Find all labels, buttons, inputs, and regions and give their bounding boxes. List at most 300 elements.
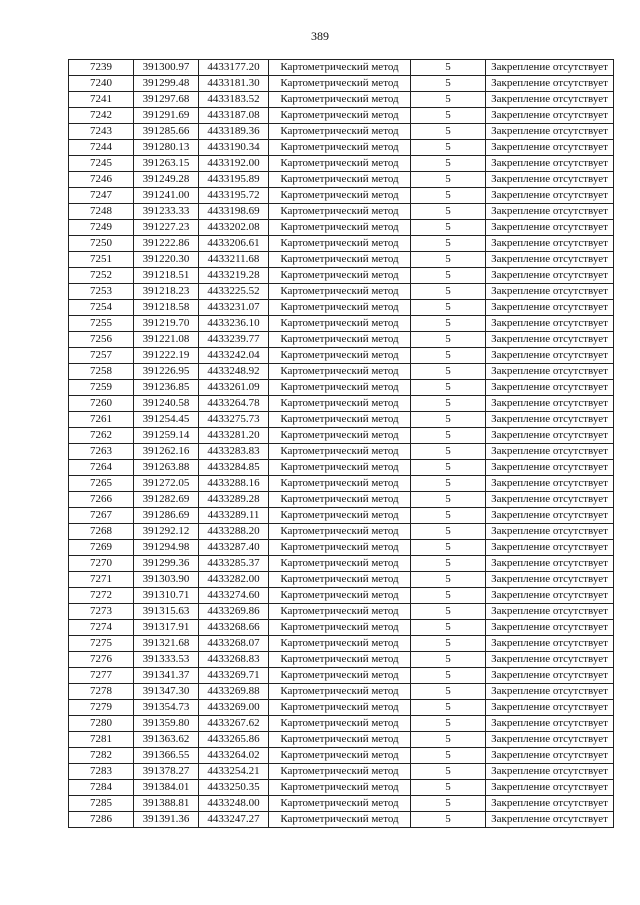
method-cell: Картометрический метод (269, 172, 411, 188)
point-number-cell: 7246 (69, 172, 134, 188)
table-row (69, 684, 614, 700)
table-row (69, 492, 614, 508)
table-row (69, 284, 614, 300)
y-coordinate-cell: 4433268.07 (199, 636, 269, 652)
x-coordinate-cell: 391292.12 (134, 524, 199, 540)
table-row (69, 300, 614, 316)
fixing-cell: Закрепление отсутствует (486, 156, 614, 172)
x-coordinate-cell: 391249.28 (134, 172, 199, 188)
table-row (69, 732, 614, 748)
accuracy-cell: 5 (411, 76, 486, 92)
y-coordinate-cell: 4433247.27 (199, 812, 269, 828)
table-row (69, 124, 614, 140)
y-coordinate-cell: 4433261.09 (199, 380, 269, 396)
fixing-cell: Закрепление отсутствует (486, 236, 614, 252)
table-row (69, 700, 614, 716)
table-row (69, 204, 614, 220)
accuracy-cell: 5 (411, 556, 486, 572)
y-coordinate-cell: 4433288.16 (199, 476, 269, 492)
y-coordinate-cell: 4433269.88 (199, 684, 269, 700)
point-number-cell: 7257 (69, 348, 134, 364)
y-coordinate-cell: 4433219.28 (199, 268, 269, 284)
x-coordinate-cell: 391354.73 (134, 700, 199, 716)
fixing-cell: Закрепление отсутствует (486, 444, 614, 460)
point-number-cell: 7263 (69, 444, 134, 460)
fixing-cell: Закрепление отсутствует (486, 204, 614, 220)
method-cell: Картометрический метод (269, 412, 411, 428)
method-cell: Картометрический метод (269, 764, 411, 780)
y-coordinate-cell: 4433192.00 (199, 156, 269, 172)
fixing-cell: Закрепление отсутствует (486, 604, 614, 620)
x-coordinate-cell: 391300.97 (134, 60, 199, 76)
method-cell: Картометрический метод (269, 684, 411, 700)
x-coordinate-cell: 391341.37 (134, 668, 199, 684)
x-coordinate-cell: 391220.30 (134, 252, 199, 268)
x-coordinate-cell: 391218.23 (134, 284, 199, 300)
fixing-cell: Закрепление отсутствует (486, 812, 614, 828)
point-number-cell: 7245 (69, 156, 134, 172)
accuracy-cell: 5 (411, 108, 486, 124)
accuracy-cell: 5 (411, 220, 486, 236)
accuracy-cell: 5 (411, 140, 486, 156)
x-coordinate-cell: 391286.69 (134, 508, 199, 524)
method-cell: Картометрический метод (269, 572, 411, 588)
point-number-cell: 7261 (69, 412, 134, 428)
x-coordinate-cell: 391363.62 (134, 732, 199, 748)
y-coordinate-cell: 4433264.02 (199, 748, 269, 764)
x-coordinate-cell: 391219.70 (134, 316, 199, 332)
point-number-cell: 7286 (69, 812, 134, 828)
method-cell: Картометрический метод (269, 428, 411, 444)
accuracy-cell: 5 (411, 636, 486, 652)
table-row (69, 364, 614, 380)
point-number-cell: 7281 (69, 732, 134, 748)
table-row (69, 252, 614, 268)
accuracy-cell: 5 (411, 156, 486, 172)
fixing-cell: Закрепление отсутствует (486, 796, 614, 812)
method-cell: Картометрический метод (269, 812, 411, 828)
table-row (69, 716, 614, 732)
point-number-cell: 7268 (69, 524, 134, 540)
point-number-cell: 7270 (69, 556, 134, 572)
x-coordinate-cell: 391297.68 (134, 92, 199, 108)
fixing-cell: Закрепление отсутствует (486, 780, 614, 796)
table-body (69, 60, 614, 828)
fixing-cell: Закрепление отсутствует (486, 412, 614, 428)
y-coordinate-cell: 4433248.92 (199, 364, 269, 380)
accuracy-cell: 5 (411, 780, 486, 796)
y-coordinate-cell: 4433289.11 (199, 508, 269, 524)
accuracy-cell: 5 (411, 204, 486, 220)
point-number-cell: 7248 (69, 204, 134, 220)
x-coordinate-cell: 391254.45 (134, 412, 199, 428)
y-coordinate-cell: 4433211.68 (199, 252, 269, 268)
point-number-cell: 7273 (69, 604, 134, 620)
method-cell: Картометрический метод (269, 92, 411, 108)
point-number-cell: 7271 (69, 572, 134, 588)
x-coordinate-cell: 391240.58 (134, 396, 199, 412)
x-coordinate-cell: 391222.19 (134, 348, 199, 364)
method-cell: Картометрический метод (269, 188, 411, 204)
accuracy-cell: 5 (411, 652, 486, 668)
point-number-cell: 7241 (69, 92, 134, 108)
accuracy-cell: 5 (411, 348, 486, 364)
coordinates-table (68, 59, 614, 828)
accuracy-cell: 5 (411, 268, 486, 284)
accuracy-cell: 5 (411, 700, 486, 716)
x-coordinate-cell: 391303.90 (134, 572, 199, 588)
fixing-cell: Закрепление отсутствует (486, 76, 614, 92)
fixing-cell: Закрепление отсутствует (486, 476, 614, 492)
x-coordinate-cell: 391222.86 (134, 236, 199, 252)
fixing-cell: Закрепление отсутствует (486, 188, 614, 204)
fixing-cell: Закрепление отсутствует (486, 380, 614, 396)
accuracy-cell: 5 (411, 188, 486, 204)
table-row (69, 332, 614, 348)
fixing-cell: Закрепление отсутствует (486, 252, 614, 268)
fixing-cell: Закрепление отсутствует (486, 140, 614, 156)
table-row (69, 220, 614, 236)
point-number-cell: 7264 (69, 460, 134, 476)
method-cell: Картометрический метод (269, 604, 411, 620)
fixing-cell: Закрепление отсутствует (486, 684, 614, 700)
y-coordinate-cell: 4433198.69 (199, 204, 269, 220)
fixing-cell: Закрепление отсутствует (486, 300, 614, 316)
fixing-cell: Закрепление отсутствует (486, 460, 614, 476)
x-coordinate-cell: 391262.16 (134, 444, 199, 460)
accuracy-cell: 5 (411, 732, 486, 748)
point-number-cell: 7282 (69, 748, 134, 764)
y-coordinate-cell: 4433242.04 (199, 348, 269, 364)
method-cell: Картометрический метод (269, 204, 411, 220)
method-cell: Картометрический метод (269, 444, 411, 460)
point-number-cell: 7278 (69, 684, 134, 700)
point-number-cell: 7253 (69, 284, 134, 300)
method-cell: Картометрический метод (269, 508, 411, 524)
fixing-cell: Закрепление отсутствует (486, 316, 614, 332)
y-coordinate-cell: 4433187.08 (199, 108, 269, 124)
accuracy-cell: 5 (411, 364, 486, 380)
table-row (69, 380, 614, 396)
y-coordinate-cell: 4433267.62 (199, 716, 269, 732)
accuracy-cell: 5 (411, 60, 486, 76)
y-coordinate-cell: 4433268.66 (199, 620, 269, 636)
x-coordinate-cell: 391259.14 (134, 428, 199, 444)
table-row (69, 668, 614, 684)
table-row (69, 268, 614, 284)
method-cell: Картометрический метод (269, 348, 411, 364)
x-coordinate-cell: 391263.88 (134, 460, 199, 476)
x-coordinate-cell: 391280.13 (134, 140, 199, 156)
accuracy-cell: 5 (411, 796, 486, 812)
x-coordinate-cell: 391263.15 (134, 156, 199, 172)
x-coordinate-cell: 391236.85 (134, 380, 199, 396)
method-cell: Картометрический метод (269, 268, 411, 284)
accuracy-cell: 5 (411, 332, 486, 348)
table-row (69, 524, 614, 540)
point-number-cell: 7242 (69, 108, 134, 124)
fixing-cell: Закрепление отсутствует (486, 348, 614, 364)
table-row (69, 92, 614, 108)
y-coordinate-cell: 4433177.20 (199, 60, 269, 76)
x-coordinate-cell: 391388.81 (134, 796, 199, 812)
y-coordinate-cell: 4433225.52 (199, 284, 269, 300)
accuracy-cell: 5 (411, 412, 486, 428)
point-number-cell: 7280 (69, 716, 134, 732)
y-coordinate-cell: 4433275.73 (199, 412, 269, 428)
accuracy-cell: 5 (411, 508, 486, 524)
point-number-cell: 7256 (69, 332, 134, 348)
accuracy-cell: 5 (411, 572, 486, 588)
x-coordinate-cell: 391347.30 (134, 684, 199, 700)
fixing-cell: Закрепление отсутствует (486, 108, 614, 124)
x-coordinate-cell: 391299.36 (134, 556, 199, 572)
table-row (69, 412, 614, 428)
fixing-cell: Закрепление отсутствует (486, 764, 614, 780)
x-coordinate-cell: 391226.95 (134, 364, 199, 380)
method-cell: Картометрический метод (269, 524, 411, 540)
y-coordinate-cell: 4433281.20 (199, 428, 269, 444)
fixing-cell: Закрепление отсутствует (486, 636, 614, 652)
point-number-cell: 7249 (69, 220, 134, 236)
x-coordinate-cell: 391391.36 (134, 812, 199, 828)
method-cell: Картометрический метод (269, 588, 411, 604)
y-coordinate-cell: 4433206.61 (199, 236, 269, 252)
fixing-cell: Закрепление отсутствует (486, 716, 614, 732)
table-row (69, 812, 614, 828)
method-cell: Картометрический метод (269, 76, 411, 92)
point-number-cell: 7255 (69, 316, 134, 332)
x-coordinate-cell: 391227.23 (134, 220, 199, 236)
point-number-cell: 7277 (69, 668, 134, 684)
accuracy-cell: 5 (411, 396, 486, 412)
table-row (69, 796, 614, 812)
y-coordinate-cell: 4433181.30 (199, 76, 269, 92)
accuracy-cell: 5 (411, 492, 486, 508)
method-cell: Картометрический метод (269, 220, 411, 236)
method-cell: Картометрический метод (269, 364, 411, 380)
point-number-cell: 7276 (69, 652, 134, 668)
page-number: 389 (311, 29, 329, 43)
y-coordinate-cell: 4433189.36 (199, 124, 269, 140)
table-row (69, 140, 614, 156)
method-cell: Картометрический метод (269, 556, 411, 572)
method-cell: Картометрический метод (269, 620, 411, 636)
fixing-cell: Закрепление отсутствует (486, 572, 614, 588)
point-number-cell: 7274 (69, 620, 134, 636)
accuracy-cell: 5 (411, 668, 486, 684)
accuracy-cell: 5 (411, 588, 486, 604)
y-coordinate-cell: 4433264.78 (199, 396, 269, 412)
accuracy-cell: 5 (411, 476, 486, 492)
fixing-cell: Закрепление отсутствует (486, 588, 614, 604)
fixing-cell: Закрепление отсутствует (486, 124, 614, 140)
method-cell: Картометрический метод (269, 700, 411, 716)
y-coordinate-cell: 4433250.35 (199, 780, 269, 796)
table-row (69, 652, 614, 668)
point-number-cell: 7247 (69, 188, 134, 204)
fixing-cell: Закрепление отсутствует (486, 60, 614, 76)
accuracy-cell: 5 (411, 604, 486, 620)
x-coordinate-cell: 391233.33 (134, 204, 199, 220)
point-number-cell: 7267 (69, 508, 134, 524)
x-coordinate-cell: 391359.80 (134, 716, 199, 732)
point-number-cell: 7258 (69, 364, 134, 380)
fixing-cell: Закрепление отсутствует (486, 556, 614, 572)
y-coordinate-cell: 4433288.20 (199, 524, 269, 540)
accuracy-cell: 5 (411, 380, 486, 396)
accuracy-cell: 5 (411, 540, 486, 556)
point-number-cell: 7259 (69, 380, 134, 396)
x-coordinate-cell: 391315.63 (134, 604, 199, 620)
accuracy-cell: 5 (411, 460, 486, 476)
table-row (69, 316, 614, 332)
method-cell: Картометрический метод (269, 492, 411, 508)
point-number-cell: 7251 (69, 252, 134, 268)
accuracy-cell: 5 (411, 748, 486, 764)
accuracy-cell: 5 (411, 252, 486, 268)
y-coordinate-cell: 4433254.21 (199, 764, 269, 780)
table-row (69, 396, 614, 412)
method-cell: Картометрический метод (269, 716, 411, 732)
point-number-cell: 7244 (69, 140, 134, 156)
y-coordinate-cell: 4433265.86 (199, 732, 269, 748)
method-cell: Картометрический метод (269, 780, 411, 796)
table-row (69, 540, 614, 556)
method-cell: Картометрический метод (269, 796, 411, 812)
accuracy-cell: 5 (411, 124, 486, 140)
point-number-cell: 7284 (69, 780, 134, 796)
fixing-cell: Закрепление отсутствует (486, 508, 614, 524)
point-number-cell: 7243 (69, 124, 134, 140)
point-number-cell: 7254 (69, 300, 134, 316)
accuracy-cell: 5 (411, 812, 486, 828)
y-coordinate-cell: 4433283.83 (199, 444, 269, 460)
x-coordinate-cell: 391299.48 (134, 76, 199, 92)
x-coordinate-cell: 391321.68 (134, 636, 199, 652)
method-cell: Картометрический метод (269, 652, 411, 668)
x-coordinate-cell: 391378.27 (134, 764, 199, 780)
point-number-cell: 7269 (69, 540, 134, 556)
y-coordinate-cell: 4433236.10 (199, 316, 269, 332)
accuracy-cell: 5 (411, 92, 486, 108)
method-cell: Картометрический метод (269, 300, 411, 316)
fixing-cell: Закрепление отсутствует (486, 284, 614, 300)
y-coordinate-cell: 4433269.00 (199, 700, 269, 716)
point-number-cell: 7283 (69, 764, 134, 780)
method-cell: Картометрический метод (269, 236, 411, 252)
y-coordinate-cell: 4433282.00 (199, 572, 269, 588)
point-number-cell: 7250 (69, 236, 134, 252)
x-coordinate-cell: 391366.55 (134, 748, 199, 764)
method-cell: Картометрический метод (269, 636, 411, 652)
y-coordinate-cell: 4433248.00 (199, 796, 269, 812)
table-row (69, 76, 614, 92)
y-coordinate-cell: 4433289.28 (199, 492, 269, 508)
method-cell: Картометрический метод (269, 60, 411, 76)
table-row (69, 428, 614, 444)
accuracy-cell: 5 (411, 444, 486, 460)
y-coordinate-cell: 4433287.40 (199, 540, 269, 556)
point-number-cell: 7279 (69, 700, 134, 716)
x-coordinate-cell: 391310.71 (134, 588, 199, 604)
table-row (69, 604, 614, 620)
method-cell: Картометрический метод (269, 124, 411, 140)
accuracy-cell: 5 (411, 764, 486, 780)
accuracy-cell: 5 (411, 428, 486, 444)
accuracy-cell: 5 (411, 300, 486, 316)
method-cell: Картометрический метод (269, 396, 411, 412)
accuracy-cell: 5 (411, 620, 486, 636)
y-coordinate-cell: 4433269.71 (199, 668, 269, 684)
point-number-cell: 7285 (69, 796, 134, 812)
y-coordinate-cell: 4433195.72 (199, 188, 269, 204)
fixing-cell: Закрепление отсутствует (486, 732, 614, 748)
method-cell: Картометрический метод (269, 380, 411, 396)
method-cell: Картометрический метод (269, 540, 411, 556)
point-number-cell: 7262 (69, 428, 134, 444)
x-coordinate-cell: 391218.58 (134, 300, 199, 316)
fixing-cell: Закрепление отсутствует (486, 540, 614, 556)
fixing-cell: Закрепление отсутствует (486, 396, 614, 412)
fixing-cell: Закрепление отсутствует (486, 364, 614, 380)
fixing-cell: Закрепление отсутствует (486, 668, 614, 684)
x-coordinate-cell: 391333.53 (134, 652, 199, 668)
point-number-cell: 7266 (69, 492, 134, 508)
method-cell: Картометрический метод (269, 476, 411, 492)
table-row (69, 476, 614, 492)
fixing-cell: Закрепление отсутствует (486, 524, 614, 540)
accuracy-cell: 5 (411, 684, 486, 700)
accuracy-cell: 5 (411, 524, 486, 540)
method-cell: Картометрический метод (269, 252, 411, 268)
fixing-cell: Закрепление отсутствует (486, 700, 614, 716)
table-row (69, 236, 614, 252)
method-cell: Картометрический метод (269, 748, 411, 764)
method-cell: Картометрический метод (269, 108, 411, 124)
table-row (69, 60, 614, 76)
table-row (69, 780, 614, 796)
method-cell: Картометрический метод (269, 284, 411, 300)
point-number-cell: 7272 (69, 588, 134, 604)
x-coordinate-cell: 391294.98 (134, 540, 199, 556)
table-row (69, 764, 614, 780)
fixing-cell: Закрепление отсутствует (486, 492, 614, 508)
table-row (69, 348, 614, 364)
table-row (69, 108, 614, 124)
table-row (69, 572, 614, 588)
y-coordinate-cell: 4433274.60 (199, 588, 269, 604)
fixing-cell: Закрепление отсутствует (486, 172, 614, 188)
fixing-cell: Закрепление отсутствует (486, 92, 614, 108)
point-number-cell: 7275 (69, 636, 134, 652)
table-row (69, 172, 614, 188)
table-row (69, 588, 614, 604)
fixing-cell: Закрепление отсутствует (486, 652, 614, 668)
method-cell: Картометрический метод (269, 140, 411, 156)
point-number-cell: 7239 (69, 60, 134, 76)
accuracy-cell: 5 (411, 716, 486, 732)
method-cell: Картометрический метод (269, 316, 411, 332)
x-coordinate-cell: 391241.00 (134, 188, 199, 204)
y-coordinate-cell: 4433268.83 (199, 652, 269, 668)
point-number-cell: 7265 (69, 476, 134, 492)
method-cell: Картометрический метод (269, 732, 411, 748)
fixing-cell: Закрепление отсутствует (486, 620, 614, 636)
table-row (69, 188, 614, 204)
y-coordinate-cell: 4433190.34 (199, 140, 269, 156)
method-cell: Картометрический метод (269, 460, 411, 476)
